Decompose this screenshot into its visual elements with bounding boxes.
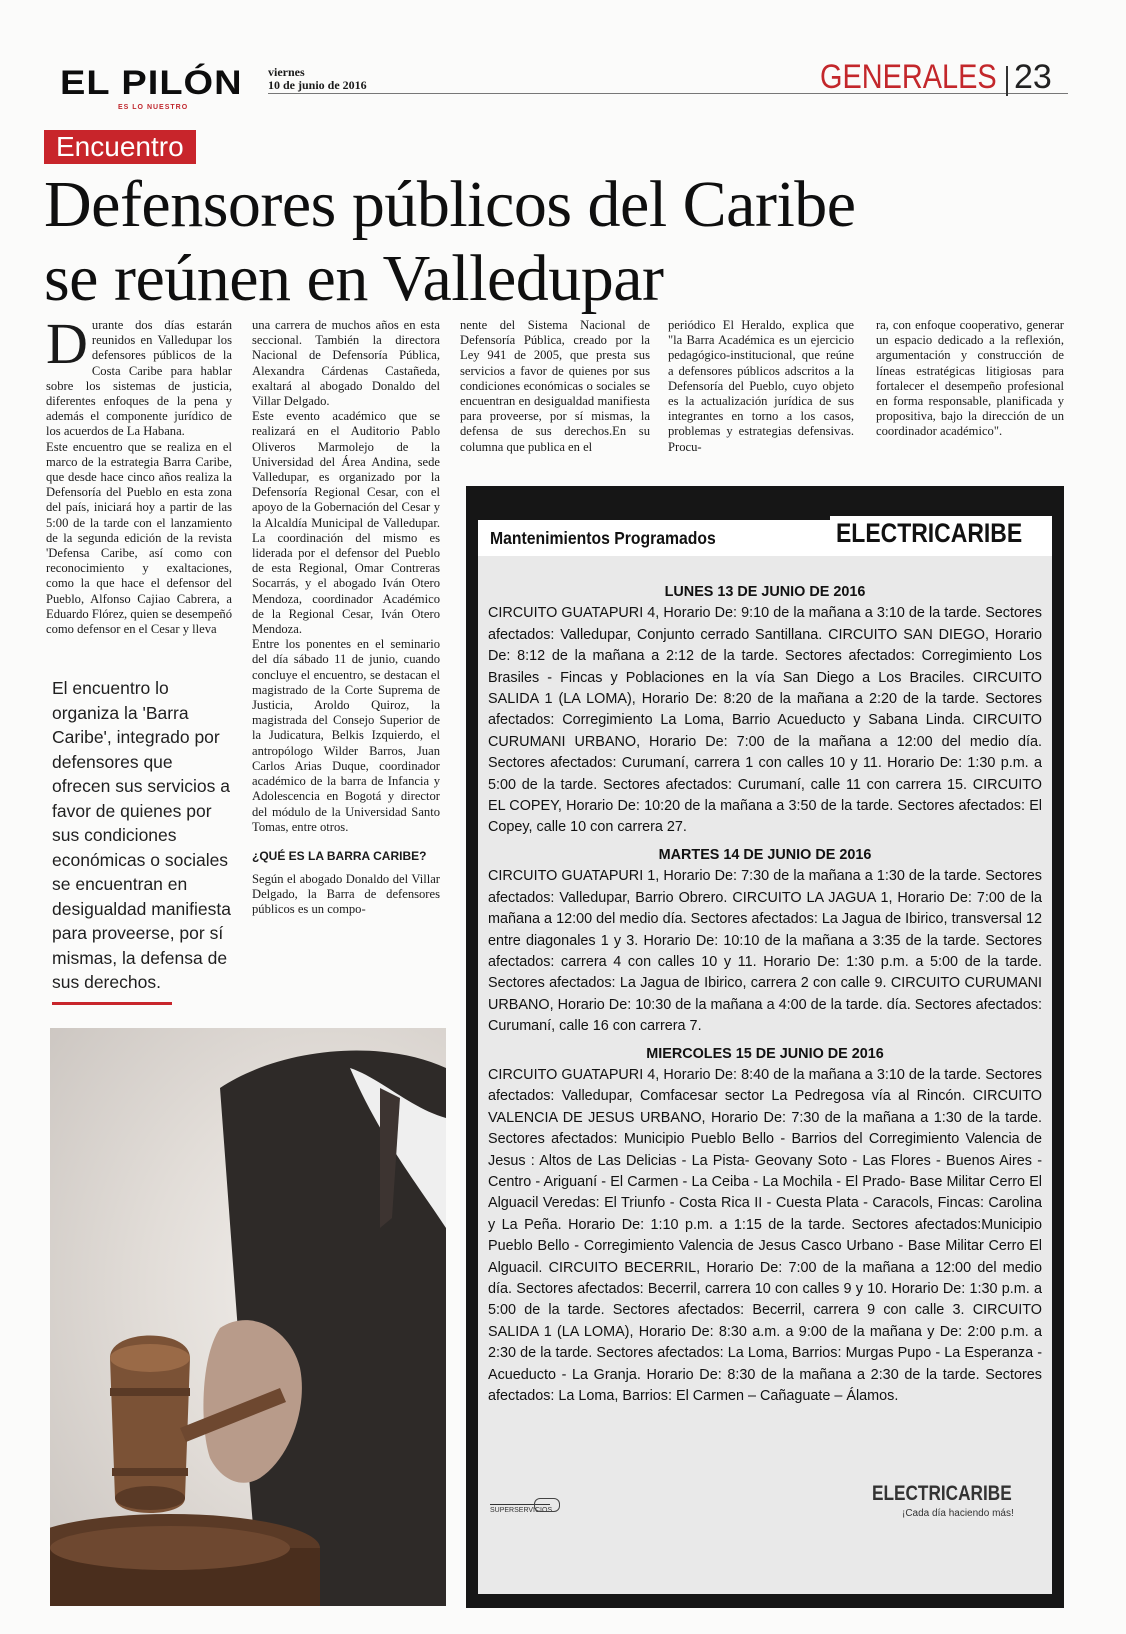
schedule-day-heading: MARTES 14 DE JUNIO DE 2016: [658, 846, 872, 863]
paragraph: urante dos días estarán reunidos en Valledupar los defensores públicos de la Costa Caribe para hablar sobre los sistemas de justicia, diferentes enfoques de la pena y además el componente jurídico de los acuerdos de La Habana.: [46, 318, 232, 439]
pull-quote: El encuentro lo organiza la 'Barra Caribe', integrado por defensores que ofrecen sus servicios a favor de quienes por sus condiciones económicas o sociales se encuentran en desigualdad manifiesta para proveerse, por sí mismas, la defensa de sus derechos.: [52, 678, 232, 992]
page-number: 23: [1014, 58, 1052, 96]
ad-brand-logo: ELECTRICARIBE: [836, 518, 1023, 548]
newspaper-logo: EL PILÓN: [60, 64, 243, 102]
logo-tagline: ES LO NUESTRO: [118, 104, 189, 111]
drop-cap: D: [46, 311, 88, 376]
paragraph: Según el abogado Donaldo del Villar Delgado, la Barra de defensores públicos es un compo-: [252, 871, 440, 917]
article-column-3: [460, 318, 650, 455]
article-kicker: Encuentro: [44, 130, 196, 164]
schedule-day-text: CIRCUITO GUATAPURI 4, Horario De: 8:40 de la mañana a 3:10 de la tarde. Sectores afectados: Valledupar, Comfacesar sector La Pedregosa vía al Rincón. CIRCUITO VALENCIA DE JESUS URBANO, Horario De: 7:30 de la mañana a 1:30 de la tarde. Sectores afectados: Municipio Pueblo Bello - Barrios del Corregimiento Valencia de Jesus : Altos de Las Delicias - La Pista- Geovany Soto - Las Flores - Buenos Aires - Centro - Ariguaní - El Carmen - La Ceiba - La Mochila - El Prado- Base Militar Cerro El Alguacil Veredas: El Triunfo - Costa Rica II - Cuesta Plata - Caracols, Fincas: Carolina y La Peña. Horario De: 1:10 p.m. a 1:15 de la tarde. Sectores afectados:Municipio Pueblo Bello - Corregimiento Valencia de Jesus Casco Urbano - Base Militar Cerro El Alguacil. CIRCUITO BECERRIL, Horario De: 7:00 de la mañana a 12:00 del medio día. Sectores afectados: Becerril, carrera 10 con calles 9 y 10. Horario De: 1:30 p.m. a 5:00 de la tarde. Sectores afectados: Becerril, carrera 9 con calle 3. CIRCUITO SALIDA 1 (LA LOMA), Horario De: 8:30 a.m. a 9:00 de la mañana y De: 2:00 p.m. a 2:30 de la tarde. Sectores afectados: La Loma, Barrios: Murgas Pupo - La Esperanza - Acueducto - La Granja. Horario De: 8:30 de la mañana a 2:30 de la tarde. Sectores afectados: La Loma, Barrios: El Carmen – Cañaguate – Álamos.: [488, 1066, 1042, 1405]
issue-weekday: viernes: [268, 65, 305, 79]
pull-quote-rule: [52, 1002, 172, 1005]
ad-slogan: ¡Cada día haciendo más!: [902, 1508, 1014, 1519]
article-subhead: ¿QUÉ ES LA BARRA CARIBE?: [252, 848, 427, 863]
article-column-2: [252, 318, 440, 918]
schedule-day-text: CIRCUITO GUATAPURI 4, Horario De: 9:10 de la mañana a 3:10 de la tarde. Sectores afectados: Valledupar, Conjunto cerrado Santillana. CIRCUITO SAN DIEGO, Horario De: 8:12 de la mañana a 2:12 de la tarde. Sectores afectados: Corregimiento Los Brasiles - Fincas y Poblaciones en la vía San Diego a Los Braciles. CIRCUITO SALIDA 1 (LA LOMA), Horario De: 8:20 de la mañana a 2:20 de la tarde. Sectores afectados: Corregimiento La Loma, Barrio Acueducto y Sabana Linda. CIRCUITO CURUMANI URBANO, Horario De: 7:00 de la mañana a 12:00 del medio día. Sectores afectados: Curumaní, carrera 1 con calles 10 y 11. Horario De: 1:30 p.m. a 5:00 de la tarde. Sectores afectados: Curumaní, calle 11 con carrera 15. CIRCUITO EL COPEY, Horario De: 10:20 de la mañana a 3:50 de la tarde. Sectores afectados: El Copey, calle 10 con carrera 27.: [488, 605, 1042, 836]
section-name: GENERALES: [820, 58, 997, 96]
article-column-1: [46, 311, 232, 637]
paragraph: Este evento académico que se realizará en el Auditorio Pablo Oliveros Marmolejo de la Universidad del Área Andina, sede Valledupar, es organizado por la Defensoría Regional Cesar, con el apoyo de la Gobernación del Cesar y la Alcaldía Municipal de Valledupar. La coordinación del mismo es liderada por el defensor del Pueblo de esta Regional, Omar Contreras Socarrás, y el abogado Iván Otero Mendoza, coordinador Académico de la Regional Cesar, Iván Otero Mendoza.: [252, 409, 440, 637]
paragraph: Este encuentro que se realiza en el marco de la estrategia Barra Caribe, que desde hace cinco años realiza la Defensoría del Pueblo en esta zona del país, iniciará hoy a partir de las 5:00 de la tarde con el lanzamiento de la segunda edición de la revista 'Defensa Caribe, así como con reconocimiento y exaltaciones, como la que hace el defensor del Pueblo, Alfonso Cajiao Cabrera, a Eduardo Flórez, quien se desempeñó como defensor en el Cesar y lleva: [46, 439, 232, 637]
issue-date: [268, 66, 367, 92]
paragraph: Entre los ponentes en el seminario del día sábado 11 de junio, cuando concluye el encuentro, se destacan el magistrado de la Corte Suprema de Justicia, Aroldo Quiroz, la magistrada del Consejo Superior de la Judicatura, Belkis Izquierdo, el antropólogo Wilder Barros, Juan Carlos Arias Duque, coordinador académico de la barra de Infancia y Adolescencia en Bogotá y director del módulo de la Universidad Santo Tomas, entre otros.: [252, 637, 440, 834]
paragraph: nente del Sistema Nacional de Defensoría Pública, creado por la Ley 941 de 2005, que presta sus servicios a favor de quienes por sus condiciones económicas o sociales se encuentran en desigualdad manifiesta para proveerse, por sí mismas, la defensa de sus derechos.En su columna que publica en el: [460, 318, 650, 454]
ad-footer-brand: ELECTRICARIBE: [872, 1482, 1012, 1505]
headline-line-2: se reúnen en Valledupar: [44, 242, 664, 315]
schedule-day-heading: LUNES 13 DE JUNIO DE 2016: [664, 584, 866, 600]
article-column-5: [876, 318, 1064, 440]
headline-line-1: Defensores públicos del Caribe: [44, 168, 856, 241]
paragraph: ra, con enfoque cooperativo, generar un espacio dedicado a la reflexión, argumentación y construcción de líneas estratégicas litigiosas para fortalecer el desempeño profesional en forma responsable, planificada y propositiva, bajo la dirección de un coordinador académico".: [876, 318, 1064, 439]
article-column-4: [668, 318, 854, 455]
paragraph: una carrera de muchos años en esta seccional. También la directora Nacional de Defensoría Pública, Alexandra Cárdenas Castañeda, exaltará al abogado Donaldo del Villar Delgado.: [252, 318, 440, 409]
paragraph: periódico El Heraldo, explica que "la Barra Académica es un ejercicio pedagógico-institucional, que reúne a defensores públicos adscritos a la Defensoría del Pueblo, cuyo objeto es la actualización jurídica de sus integrantes en torno a los casos, problemas y estrategias defensivas. Procu-: [668, 318, 854, 454]
issue-date-text: 10 de junio de 2016: [268, 78, 367, 92]
maintenance-schedule: [488, 582, 1042, 1413]
gavel-photo: [50, 1028, 446, 1606]
section-divider: [1006, 66, 1008, 96]
superservicios-logo: SUPERSERVICIOS: [490, 1504, 550, 1514]
schedule-day-text: CIRCUITO GUATAPURI 1, Horario De: 7:30 de la mañana a 1:30 de la tarde. Sectores afectados: Valledupar, Barrio Obrero. CIRCUITO LA JAGUA 1, Horario De: 7:00 de la mañana a 12:00 del medio día. Sectores afectados: La Jagua de Ibirico, transversal 12 entre diagonales 1 y 3. Horario De: 10:10 de la mañana a 3:35 de la tarde. Sectores afectados: carrera 4 con calles 10 y 11. Horario De: 1:30 p.m. a 5:00 de la tarde. Sectores afectados: La Jagua de Ibirico, carrera 2 con calle 9. CIRCUITO CURUMANI URBANO, Horario De: 10:30 de la mañana a 4:00 de la tarde. día. Sectores afectados: Curumaní, calle 16 con carrera 7.: [488, 868, 1042, 1035]
superservicios-icon: [534, 1498, 560, 1512]
article-headline: [44, 168, 1084, 316]
gavel-illustration: [50, 1028, 446, 1606]
ad-title: Mantenimientos Programados: [490, 528, 716, 548]
schedule-day-heading: MIERCOLES 15 DE JUNIO DE 2016: [646, 1045, 884, 1062]
